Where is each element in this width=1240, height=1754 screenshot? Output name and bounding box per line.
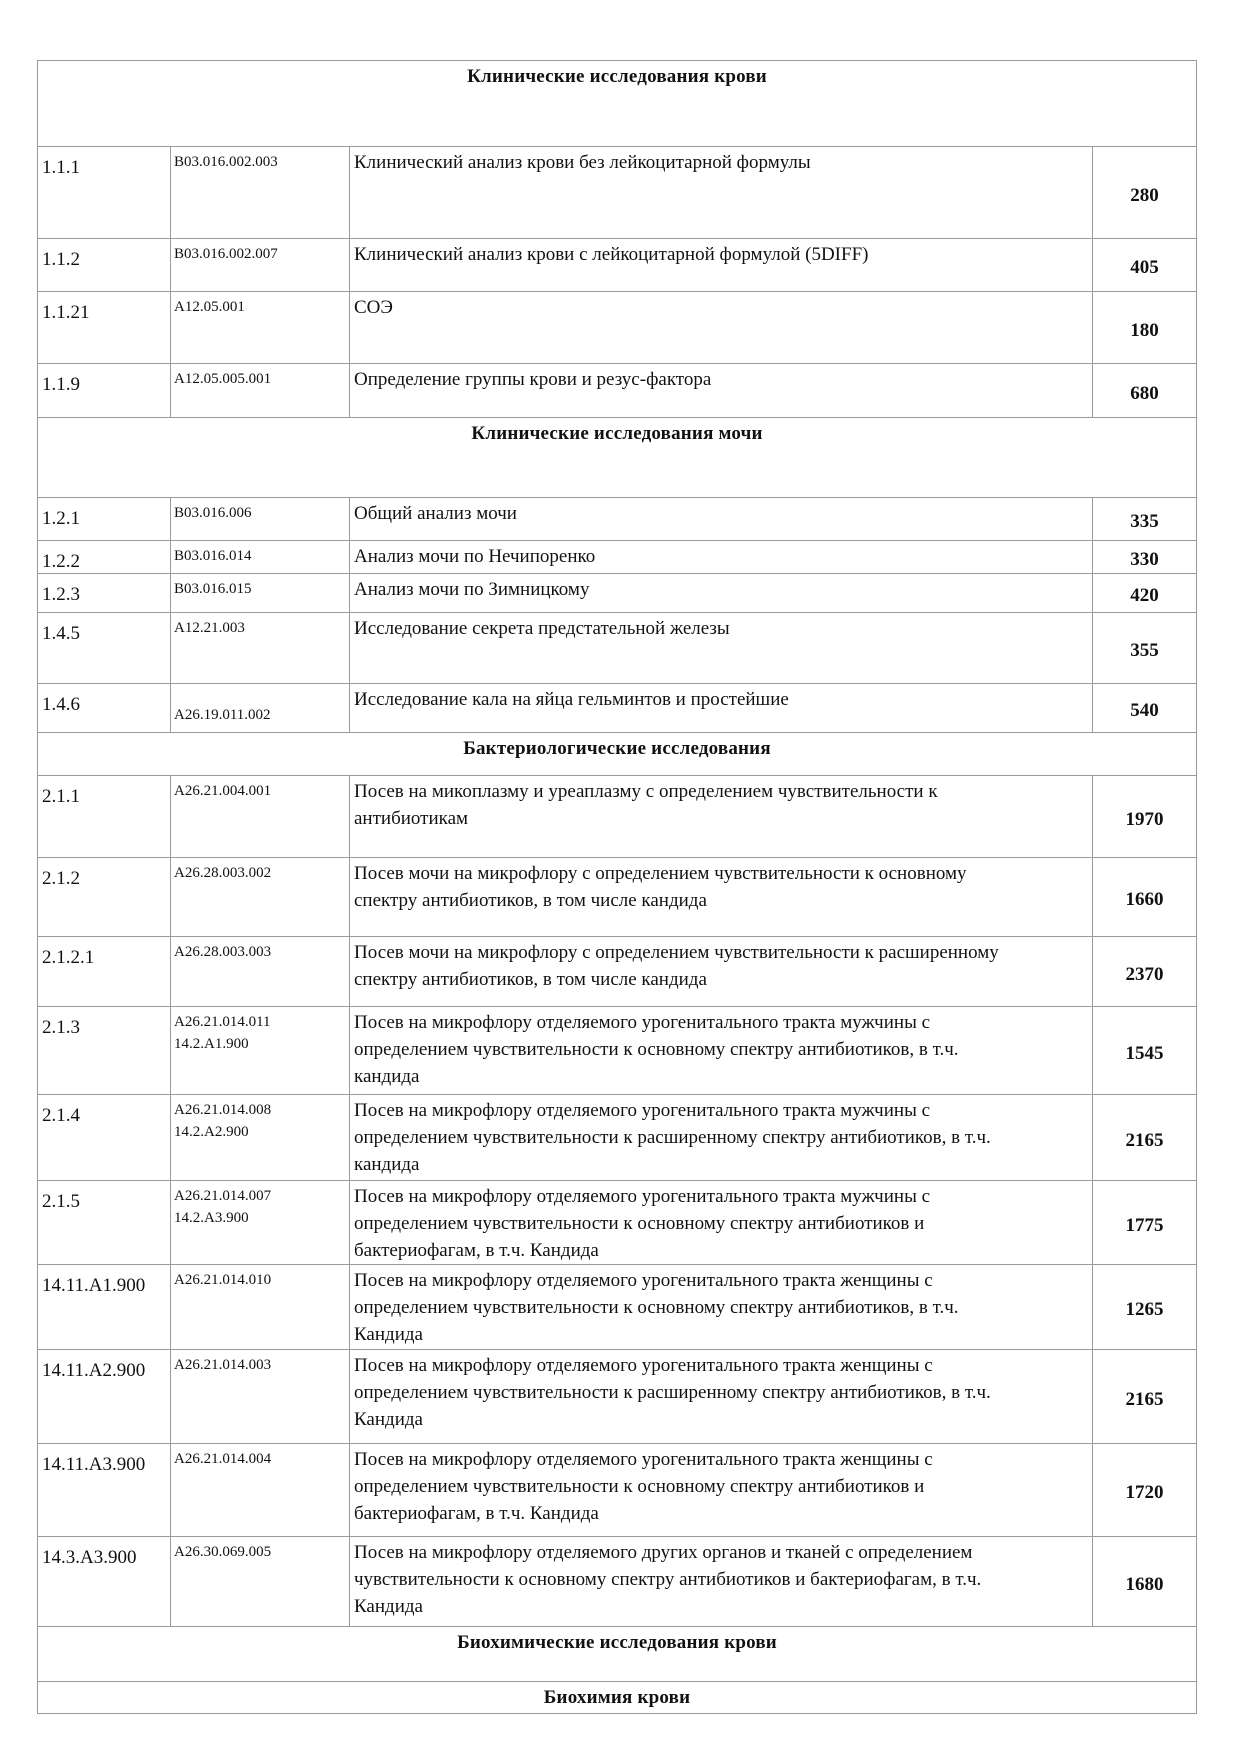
table-row <box>38 147 1197 239</box>
service-price: 280 <box>1093 147 1197 239</box>
service-price: 680 <box>1093 364 1197 418</box>
service-name-line: определением чувствительности к основному спектру антибиотиков, в т.ч. <box>354 1297 959 1318</box>
item-number: 1.1.2 <box>38 239 171 292</box>
table-row <box>38 1350 1197 1444</box>
service-name-line: кандида <box>354 1066 420 1087</box>
service-code <box>171 858 350 937</box>
service-code <box>171 239 350 292</box>
table-row <box>38 1007 1197 1095</box>
item-number: 2.1.4 <box>38 1095 171 1181</box>
service-code-line: A26.21.014.004 <box>174 1451 272 1467</box>
service-name-line: Посев на микрофлору отделяемого урогенитального тракта мужчины с <box>354 1100 931 1121</box>
service-name-line: Посев на микрофлору отделяемого урогенитального тракта мужчины с <box>354 1186 931 1207</box>
table-row <box>38 1444 1197 1537</box>
service-name-line: Посев на микрофлору отделяемого урогенитального тракта женщины с <box>354 1270 933 1291</box>
service-code-line: A26.28.003.003 <box>174 944 272 960</box>
service-code-line: A12.05.005.001 <box>174 371 272 387</box>
service-name <box>350 1181 1093 1265</box>
table-row <box>38 684 1197 733</box>
section-title: Биохимия крови <box>38 1682 1197 1714</box>
table-row <box>38 1265 1197 1350</box>
price-list-body <box>38 61 1197 1714</box>
service-name-line: Посев на микрофлору отделяемого урогенитального тракта женщины с <box>354 1355 933 1376</box>
service-code-line: A26.21.014.003 <box>174 1357 272 1373</box>
service-code <box>171 684 350 733</box>
section-header-row <box>38 1627 1197 1682</box>
service-name: Анализ мочи по Нечипоренко <box>350 541 1093 574</box>
service-code <box>171 292 350 364</box>
table-row <box>38 574 1197 613</box>
service-code-line: A26.21.004.001 <box>174 783 272 799</box>
section-title: Клинические исследования крови <box>38 61 1197 147</box>
service-name <box>350 1265 1093 1350</box>
service-name-line: антибиотикам <box>354 808 469 829</box>
service-code-line: A26.30.069.005 <box>174 1544 272 1560</box>
service-price: 540 <box>1093 684 1197 733</box>
service-name-line: определением чувствительности к расширенному спектру антибиотиков, в т.ч. <box>354 1382 991 1403</box>
table-row <box>38 239 1197 292</box>
service-code-line: B03.016.014 <box>174 548 252 564</box>
item-number: 14.11.A1.900 <box>38 1265 171 1350</box>
table-row <box>38 292 1197 364</box>
service-code <box>171 1095 350 1181</box>
service-price: 1775 <box>1093 1181 1197 1265</box>
service-name <box>350 858 1093 937</box>
service-code-line: A26.21.014.008 <box>174 1102 272 1118</box>
service-code-line: 14.2.A3.900 <box>174 1210 249 1226</box>
service-code <box>171 1444 350 1537</box>
item-number: 1.1.9 <box>38 364 171 418</box>
service-name-line: определением чувствительности к основному спектру антибиотиков, в т.ч. <box>354 1039 959 1060</box>
service-name <box>350 1007 1093 1095</box>
service-code <box>171 613 350 684</box>
service-name-line: спектру антибиотиков, в том числе кандида <box>354 969 707 990</box>
service-name: Клинический анализ крови с лейкоцитарной формулой (5DIFF) <box>350 239 1093 292</box>
item-number: 1.2.2 <box>38 541 171 574</box>
service-code <box>171 1350 350 1444</box>
service-price: 1720 <box>1093 1444 1197 1537</box>
service-name-line: Посев мочи на микрофлору с определением чувствительности к расширенному <box>354 942 999 963</box>
service-code <box>171 1537 350 1627</box>
item-number: 2.1.5 <box>38 1181 171 1265</box>
service-price: 180 <box>1093 292 1197 364</box>
service-name-line: Кандида <box>354 1409 423 1430</box>
table-row <box>38 541 1197 574</box>
service-name-line: определением чувствительности к основному спектру антибиотиков и <box>354 1476 925 1497</box>
price-list-table <box>37 60 1197 1714</box>
item-number: 1.1.1 <box>38 147 171 239</box>
item-number: 1.2.3 <box>38 574 171 613</box>
service-name-line: кандида <box>354 1154 420 1175</box>
service-code-line: B03.016.015 <box>174 581 252 597</box>
service-name <box>350 1537 1093 1627</box>
service-code-line: B03.016.006 <box>174 505 252 521</box>
service-name-line: спектру антибиотиков, в том числе кандида <box>354 890 707 911</box>
service-name: СОЭ <box>350 292 1093 364</box>
service-price: 420 <box>1093 574 1197 613</box>
service-name-line: определением чувствительности к основному спектру антибиотиков и <box>354 1213 925 1234</box>
service-code-line: A26.19.011.002 <box>174 707 271 723</box>
service-code <box>171 1265 350 1350</box>
service-name: Анализ мочи по Зимницкому <box>350 574 1093 613</box>
item-number: 2.1.1 <box>38 776 171 858</box>
service-name-line: Кандида <box>354 1596 423 1617</box>
service-code <box>171 937 350 1007</box>
service-price: 1265 <box>1093 1265 1197 1350</box>
item-number: 14.11.A3.900 <box>38 1444 171 1537</box>
service-name-line: Посев на микоплазму и уреаплазму с определением чувствительности к <box>354 781 938 802</box>
item-number: 1.2.1 <box>38 498 171 541</box>
service-code <box>171 147 350 239</box>
service-code-line: A12.21.003 <box>174 620 245 636</box>
service-price: 1970 <box>1093 776 1197 858</box>
item-number: 14.3.A3.900 <box>38 1537 171 1627</box>
service-code-line: A12.05.001 <box>174 299 245 315</box>
section-header-row <box>38 733 1197 776</box>
service-price: 335 <box>1093 498 1197 541</box>
section-header-row <box>38 1682 1197 1714</box>
service-code <box>171 364 350 418</box>
service-name: Общий анализ мочи <box>350 498 1093 541</box>
table-row <box>38 937 1197 1007</box>
service-name-line: бактериофагам, в т.ч. Кандида <box>354 1503 599 1524</box>
table-row <box>38 776 1197 858</box>
service-name-line: чувствительности к основному спектру антибиотиков и бактериофагам, в т.ч. <box>354 1569 982 1590</box>
service-name: Исследование секрета предстательной железы <box>350 613 1093 684</box>
service-code-line: 14.2.A1.900 <box>174 1036 249 1052</box>
item-number: 14.11.A2.900 <box>38 1350 171 1444</box>
item-number: 1.4.6 <box>38 684 171 733</box>
section-header-row <box>38 418 1197 498</box>
service-code <box>171 541 350 574</box>
service-price: 1680 <box>1093 1537 1197 1627</box>
service-name-line: Посев на микрофлору отделяемого урогенитального тракта мужчины с <box>354 1012 931 1033</box>
service-price: 2165 <box>1093 1095 1197 1181</box>
table-row <box>38 858 1197 937</box>
table-row <box>38 1095 1197 1181</box>
service-code-line: B03.016.002.007 <box>174 246 278 262</box>
service-name <box>350 937 1093 1007</box>
service-name-line: Посев на микрофлору отделяемого урогенитального тракта женщины с <box>354 1449 933 1470</box>
service-name-line: Посев мочи на микрофлору с определением чувствительности к основному <box>354 863 967 884</box>
service-name <box>350 1350 1093 1444</box>
item-number: 2.1.2 <box>38 858 171 937</box>
service-price: 1545 <box>1093 1007 1197 1095</box>
service-name: Определение группы крови и резус-фактора <box>350 364 1093 418</box>
section-title: Бактериологические исследования <box>38 733 1197 776</box>
service-code <box>171 574 350 613</box>
service-code-line: B03.016.002.003 <box>174 154 278 170</box>
table-row <box>38 498 1197 541</box>
service-code-line: 14.2.A2.900 <box>174 1124 249 1140</box>
service-code <box>171 776 350 858</box>
service-name: Исследование кала на яйца гельминтов и простейшие <box>350 684 1093 733</box>
table-row <box>38 364 1197 418</box>
table-row <box>38 613 1197 684</box>
service-name: Клинический анализ крови без лейкоцитарной формулы <box>350 147 1093 239</box>
service-name-line: определением чувствительности к расширенному спектру антибиотиков, в т.ч. <box>354 1127 991 1148</box>
item-number: 1.1.21 <box>38 292 171 364</box>
service-code-line: A26.28.003.002 <box>174 865 272 881</box>
service-price: 1660 <box>1093 858 1197 937</box>
item-number: 2.1.3 <box>38 1007 171 1095</box>
service-name-line: Кандида <box>354 1324 423 1345</box>
service-code <box>171 1007 350 1095</box>
service-name <box>350 1095 1093 1181</box>
item-number: 1.4.5 <box>38 613 171 684</box>
service-code-line: A26.21.014.007 <box>174 1188 272 1204</box>
service-price: 2165 <box>1093 1350 1197 1444</box>
service-name-line: бактериофагам, в т.ч. Кандида <box>354 1240 599 1261</box>
section-title: Клинические исследования мочи <box>38 418 1197 498</box>
service-name <box>350 1444 1093 1537</box>
service-price: 330 <box>1093 541 1197 574</box>
service-price: 2370 <box>1093 937 1197 1007</box>
item-number: 2.1.2.1 <box>38 937 171 1007</box>
section-title: Биохимические исследования крови <box>38 1627 1197 1682</box>
service-code <box>171 498 350 541</box>
section-header-row <box>38 61 1197 147</box>
service-code <box>171 1181 350 1265</box>
table-row <box>38 1537 1197 1627</box>
service-name <box>350 776 1093 858</box>
service-price: 405 <box>1093 239 1197 292</box>
service-code-line: A26.21.014.010 <box>174 1272 272 1288</box>
service-price: 355 <box>1093 613 1197 684</box>
service-code-line: A26.21.014.011 <box>174 1014 271 1030</box>
service-name-line: Посев на микрофлору отделяемого других органов и тканей с определением <box>354 1542 973 1563</box>
table-row <box>38 1181 1197 1265</box>
